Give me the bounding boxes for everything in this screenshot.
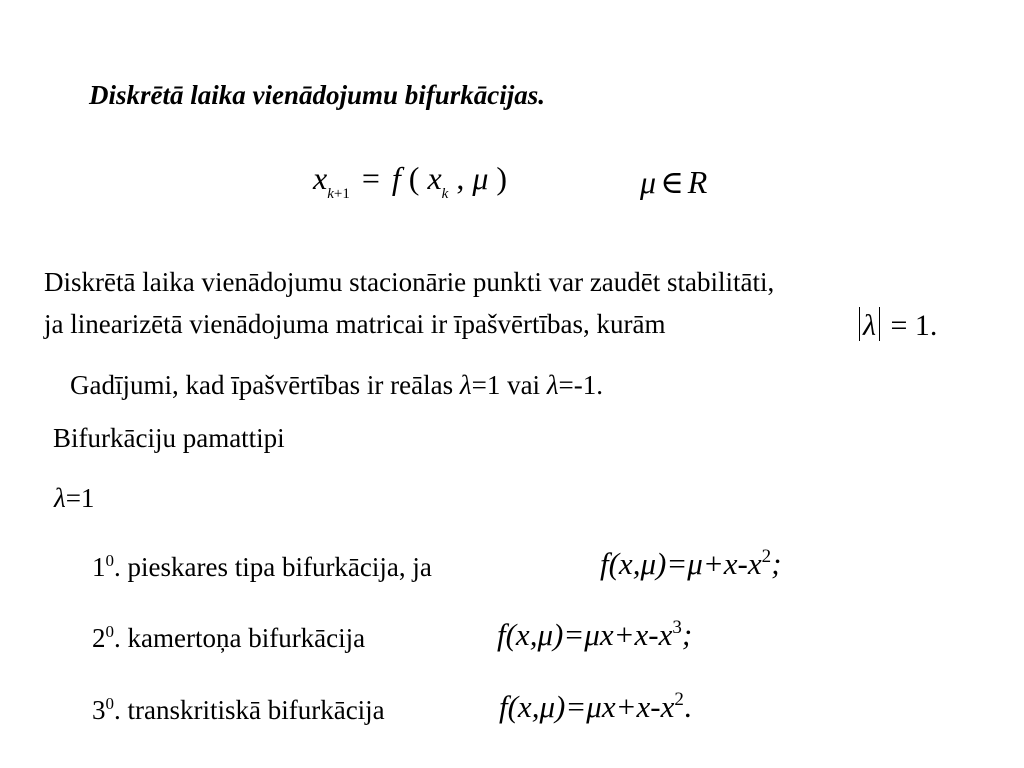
abs-bar-left: [859, 307, 860, 341]
mu-in-r: [640, 163, 707, 201]
eq-x: x: [313, 160, 328, 196]
eq-subscript-k1: k+1: [327, 186, 350, 202]
map-equation: [313, 160, 507, 203]
basic-types-heading: Bifurkāciju pamattipi: [53, 423, 285, 453]
eq-equals: =: [361, 160, 380, 196]
cases-end: =-1.: [558, 370, 603, 400]
eq-open-paren: (: [408, 160, 420, 196]
list-item: $1^0$. pieskares tipa bifurkācija, ja: [92, 551, 432, 582]
lambda-symbol: λ: [863, 309, 876, 342]
cases-mid: =1 vai: [471, 370, 547, 400]
abs-bar-right: [879, 307, 880, 341]
eq-close-paren: ): [496, 160, 508, 196]
paragraph-line-2: ja linearizētā vienādojuma matricai ir īpašvērtības, kurām: [44, 309, 666, 339]
element-of-symbol: ∈: [660, 164, 684, 200]
eq-subscript-k: k: [441, 186, 449, 202]
cases-text: Gadījumi, kad īpašvērtības ir reālas: [70, 370, 460, 400]
lambda-value: =1: [65, 483, 95, 513]
real-eigenvalue-cases: [70, 370, 603, 401]
mu-symbol: μ: [640, 164, 657, 200]
eq-comma: ,: [456, 160, 465, 196]
lambda-abs-rest: = 1.: [890, 309, 938, 342]
eq-x2: x: [427, 160, 442, 196]
lambda-symbol: λ: [54, 483, 66, 513]
paragraph-line-1: Diskrētā laika vienādojumu stacionārie punkti var zaudēt stabilitāti,: [44, 267, 775, 297]
lambda-equals-one: [54, 483, 94, 514]
lambda-symbol: λ: [459, 370, 472, 400]
stability-paragraph: [44, 261, 774, 345]
list-item: $2^0$. kamertoņa bifurkācija: [92, 622, 366, 653]
real-set-symbol: R: [687, 164, 708, 200]
formula-saddle-node: $f(x,\mu)=\mu+x-x^2$;: [600, 546, 782, 581]
formula-pitchfork: $f(x,\mu)=\mu x+x-x^3$;: [497, 617, 693, 652]
list-item: $3^0$. transkritiskā bifurkācija: [92, 694, 385, 725]
lambda-abs-equation: [856, 307, 937, 343]
lambda-symbol: λ: [546, 370, 559, 400]
eq-f: f: [391, 160, 401, 196]
formula-transcritical: $f(x,\mu)=\mu x+x-x^2$.: [499, 689, 692, 724]
slide-title: Diskrētā laika vienādojumu bifurkācijas.: [89, 80, 546, 110]
eq-mu: μ: [472, 160, 489, 196]
